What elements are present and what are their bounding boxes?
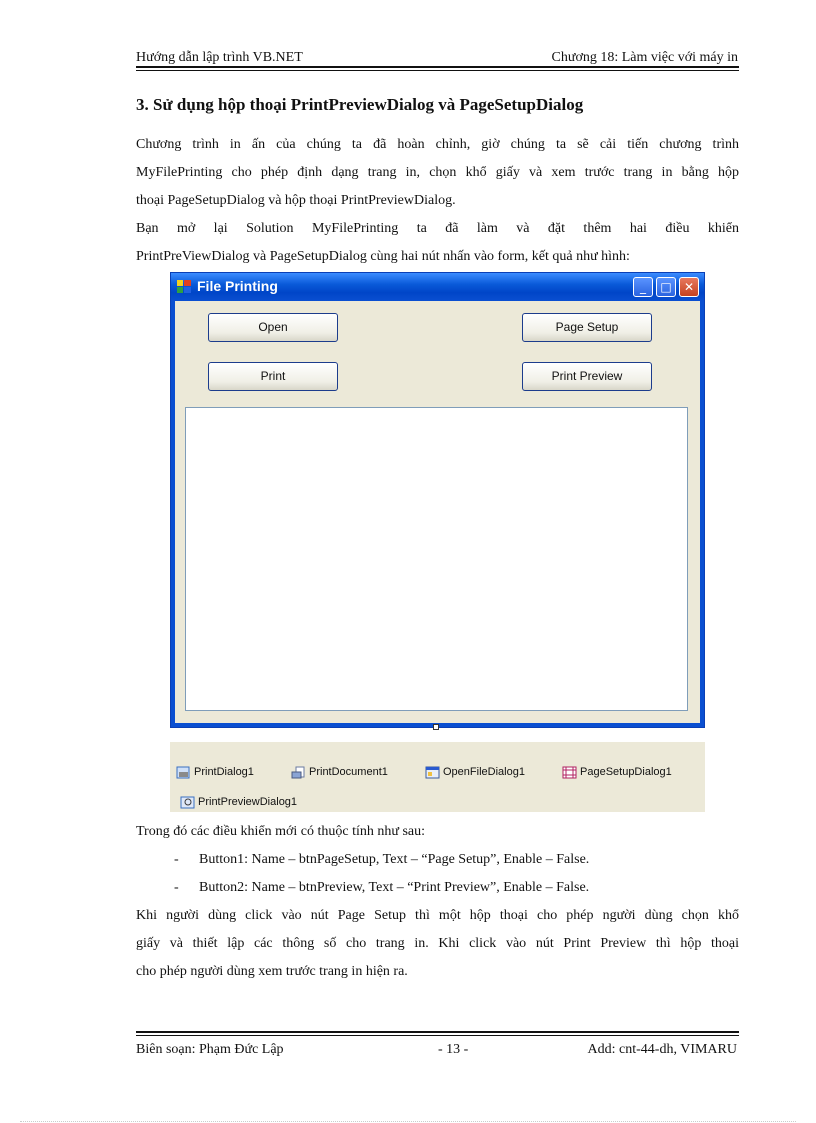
resize-grip[interactable] [433, 724, 439, 730]
page-setup-button[interactable]: Page Setup [522, 313, 652, 342]
paragraph-line: Chương trình in ấn của chúng ta đã hoàn chỉnh, giờ chúng ta sẽ cải tiến chương trình [136, 137, 739, 152]
footer-rule [136, 1031, 739, 1033]
print-preview-button[interactable]: Print Preview [522, 362, 652, 391]
file-content-textbox[interactable] [185, 407, 688, 711]
header-right: Chương 18: Làm việc với máy in [551, 50, 738, 65]
maximize-button[interactable]: □ [656, 277, 676, 297]
paragraph-line: giấy và thiết lập các thông số cho trang in. Khi click vào nút Print Preview thì hộp thoại [136, 936, 739, 951]
tray-item-pagesetupdialog[interactable]: PageSetupDialog1 [562, 764, 672, 780]
bullet-button1: Button1: Name – btnPageSetup, Text – “Page Setup”, Enable – False. [199, 852, 590, 867]
print-dialog-icon [176, 766, 191, 779]
open-button[interactable]: Open [208, 313, 338, 342]
window-titlebar[interactable] [171, 273, 704, 301]
paragraph-line: Khi người dùng click vào nút Page Setup thì một hộp thoại cho phép người dùng chọn khổ [136, 908, 739, 923]
paragraph-line: PrintPreViewDialog và PageSetupDialog cùng hai nút nhấn vào form, kết quả như hình: [136, 249, 630, 264]
paragraph-line: MyFilePrinting cho phép định dạng trang in, chọn khổ giấy và xem trước trang in bằng hộp [136, 165, 739, 180]
section-title: 3. Sử dụng hộp thoại PrintPreviewDialog và PageSetupDialog [136, 95, 584, 114]
window-title: File Printing [197, 278, 278, 294]
print-document-icon [291, 766, 306, 779]
header-left: Hướng dẫn lập trình VB.NET [136, 50, 303, 65]
footer-address: Add: cnt-44-dh, VIMARU [587, 1042, 737, 1057]
tray-item-printdocument[interactable]: PrintDocument1 [291, 764, 388, 780]
paragraph-intro [136, 131, 739, 215]
page-number: - 13 - [438, 1042, 469, 1057]
component-tray [170, 742, 705, 812]
tray-item-openfiledialog[interactable]: OpenFileDialog1 [425, 764, 525, 780]
bullet-button2: Button2: Name – btnPreview, Text – “Print Preview”, Enable – False. [199, 880, 590, 895]
page-edge [20, 1121, 796, 1122]
paragraph-line: thoại PageSetupDialog và hộp thoại PrintPreviewDialog. [136, 193, 456, 208]
page-setup-dialog-icon [562, 766, 577, 779]
window-frame-left [171, 301, 175, 727]
minimize-button[interactable]: _ [633, 277, 653, 297]
bullet-dash: - [174, 852, 179, 867]
footer-author: Biên soạn: Phạm Đức Lập [136, 1042, 284, 1057]
close-button[interactable]: ✕ [679, 277, 699, 297]
app-icon [177, 280, 191, 293]
open-file-dialog-icon [425, 766, 440, 779]
header-rule-thin [136, 70, 739, 71]
tray-item-printpreviewdialog[interactable]: PrintPreviewDialog1 [180, 794, 297, 810]
tray-item-printdialog[interactable]: PrintDialog1 [176, 764, 254, 780]
bullet-dash: - [174, 880, 179, 895]
print-preview-dialog-icon [180, 796, 195, 809]
header-rule [136, 66, 739, 68]
paragraph-behavior [136, 902, 739, 986]
footer-rule-thin [136, 1035, 739, 1036]
paragraph-line: cho phép người dùng xem trước trang in hiện ra. [136, 964, 408, 979]
file-printing-window [170, 272, 705, 728]
paragraph-solution [136, 215, 739, 271]
paragraph-line: Bạn mở lại Solution MyFilePrinting ta đã làm và đặt thêm hai điều khiển [136, 221, 739, 236]
properties-intro: Trong đó các điều khiển mới có thuộc tính như sau: [136, 824, 425, 839]
window-frame-right [700, 301, 704, 727]
print-button[interactable]: Print [208, 362, 338, 391]
